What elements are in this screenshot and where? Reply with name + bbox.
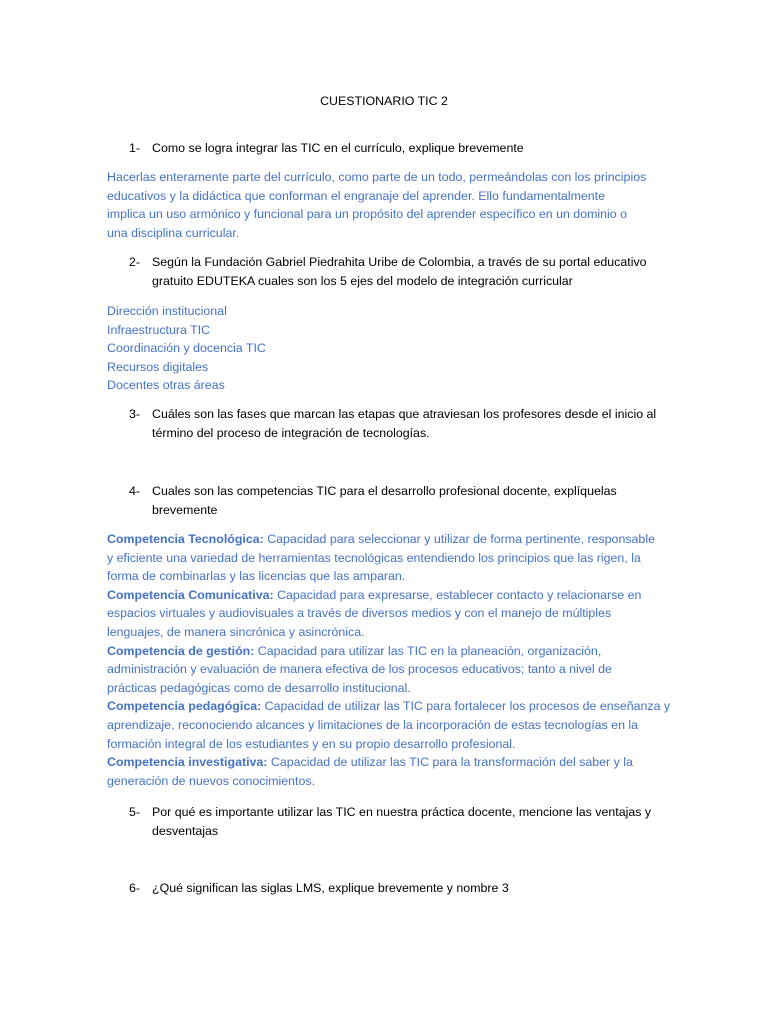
competency-text: aprendizaje, reconociendo alcances y limitaciones de la incorporación de estas tecnologías en la [107, 717, 639, 732]
answer-line: una disciplina curricular. [107, 225, 240, 240]
competency-text: formación integral de los estudiantes y en su propio desarrollo profesional. [107, 736, 516, 751]
question-1 [129, 139, 669, 158]
competency-title: Competencia de gestión: [107, 643, 255, 658]
question-text: Cuales son las competencias TIC para el desarrollo profesional docente, explíquelas brevemente [152, 484, 617, 517]
answer-2-list [107, 302, 667, 395]
competency-title: Competencia investigativa: [107, 755, 268, 770]
question-number: 4- [129, 484, 141, 498]
competency-text: generación de nuevos conocimientos. [107, 773, 316, 788]
competency-text: Capacidad para expresarse, establecer contacto y relacionarse en [273, 587, 642, 602]
question-number: 2- [129, 255, 141, 269]
list-item: Dirección institucional [107, 304, 227, 318]
competency-line [107, 530, 667, 549]
competency-line [107, 642, 667, 661]
list-item: Docentes otras áreas [107, 378, 225, 393]
question-text: Como se logra integrar las TIC en el currículo, explique brevemente [152, 141, 524, 155]
competency-text: y eficiente una variedad de herramientas tecnológicas entendiendo los principios que las rigen, la [107, 550, 641, 565]
document-title: CUESTIONARIO TIC 2 [320, 94, 448, 108]
answer-1 [107, 168, 667, 242]
question-text: Según la Fundación Gabriel Piedrahita Uribe de Colombia, a través de su portal educativo gratuito EDUTEKA cuales son los 5 ejes del modelo de integración curricular [152, 255, 647, 288]
competency-text: Capacidad para utilizar las TIC en la planeación, organización, [254, 643, 602, 658]
competency-text: Capacidad de utilizar las TIC para la transformación del saber y la [267, 755, 633, 770]
answer-line: educativos y la didáctica que conforman el engranaje del aprender. Ello fundamentalmente [107, 188, 606, 203]
list-item: Recursos digitales [107, 359, 209, 374]
competency-text: Capacidad para seleccionar y utilizar de forma pertinente, responsable [263, 532, 655, 546]
list-item: Coordinación y docencia TIC [107, 341, 266, 356]
competency-line [107, 753, 667, 772]
answer-4-competencies [107, 530, 671, 790]
list-item: Infraestructura TIC [107, 322, 211, 337]
question-number: 5- [129, 805, 141, 819]
question-number: 3- [129, 407, 141, 421]
competency-title: Competencia Tecnológica: [107, 532, 264, 546]
competency-text: lenguajes, de manera sincrónica y asincrónica. [107, 624, 365, 639]
competency-text: administración y evaluación de manera efectiva de los procesos educativos; tanto a nivel de [107, 662, 612, 677]
answer-line: Hacerlas enteramente parte del currículo, como parte de un todo, permeándolas con los principios [107, 170, 647, 184]
competency-title: Competencia Comunicativa: [107, 587, 274, 602]
competency-line [107, 697, 671, 716]
question-6 [129, 879, 669, 898]
question-2 [129, 253, 669, 291]
question-number: 6- [129, 881, 141, 895]
competency-line [107, 586, 667, 605]
competency-text: Capacidad de utilizar las TIC para fortalecer los procesos de enseñanza y [261, 699, 671, 714]
competency-text: espacios virtuales y audiovisuales a través de diversos medios y con el manejo de múltiples [107, 606, 612, 621]
question-4 [129, 482, 669, 520]
question-3 [129, 405, 669, 443]
answer-line: implica un uso armónico y funcional para un propósito del aprender específico en un dominio o [107, 207, 628, 222]
question-text: Por qué es importante utilizar las TIC en nuestra práctica docente, mencione las ventajas y desventajas [152, 805, 652, 838]
question-text: Cuáles son las fases que marcan las etapas que atraviesan los profesores desde el inicio al término del proceso de integración de tecnologías. [152, 407, 657, 440]
question-number: 1- [129, 141, 141, 155]
competency-title: Competencia pedagógica: [107, 699, 262, 714]
question-5 [129, 803, 669, 841]
competency-text: prácticas pedagógicas como de desarrollo institucional. [107, 680, 411, 695]
competency-text: forma de combinarlas y las licencias que las amparan. [107, 569, 406, 584]
question-text: ¿Qué significan las siglas LMS, explique brevemente y nombre 3 [152, 881, 509, 895]
